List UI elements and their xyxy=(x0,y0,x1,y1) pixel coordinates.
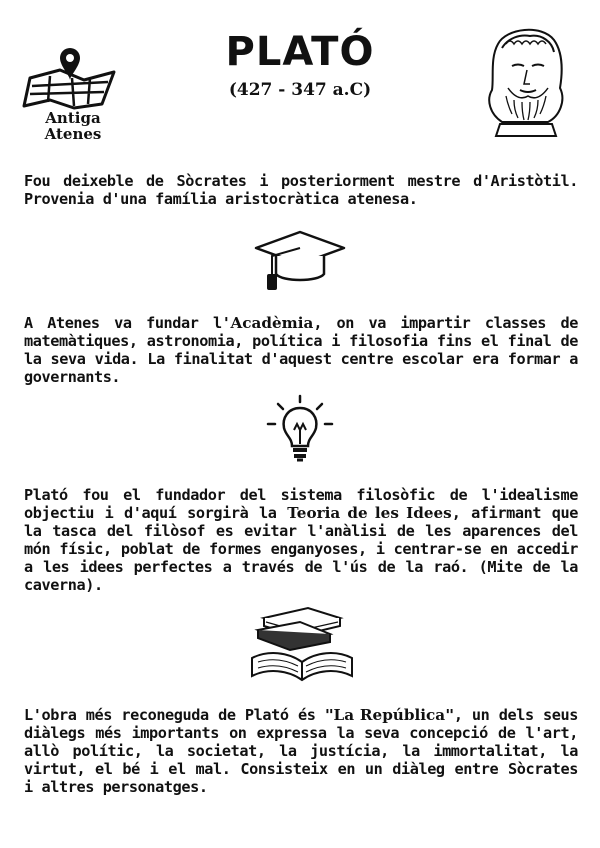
paragraph-intro: Fou deixeble de Sòcrates i posteriorment mestre d'Aristòtil. Provenia d'una família aristocràtica atenesa. xyxy=(24,172,578,208)
paragraph-republic: L'obra més reconeguda de Plató és "La República", un dels seus diàlegs més importants on expressa la seva concepció de l'art, allò polític, la societat, la justícia, la immortalitat, la virtut, el bé i el mal. Consisteix en un diàleg entre Sòcrates i altres personatges. xyxy=(24,706,579,796)
light-bulb-icon xyxy=(266,394,334,466)
bust-portrait xyxy=(472,18,580,144)
lifespan-dates: (427 - 347 a.C) xyxy=(228,80,372,100)
map-pin-icon xyxy=(22,48,122,110)
books-icon xyxy=(248,604,356,684)
paragraph-academy: A Atenes va fundar l'Acadèmia, on va impartir classes de matemàtiques, astronomia, política i filosofia fins el final de la seva vida. La finalitat d'aquest centre escolar era formar a governants. xyxy=(24,314,578,386)
place-label: Antiga Atenes xyxy=(44,109,102,143)
graduation-cap-icon xyxy=(252,228,348,294)
page-title: PLATÓ xyxy=(225,29,375,75)
paragraph-ideas: Plató fou el fundador del sistema filosòfic de l'idealisme objectiu i d'aquí sorgirà la Teoria de les Idees, afirmant que la tasca del filòsof es evitar l'anàlisi de les aparences del món físic, poblat de formes enganyoses, i centrar-se en accedir a les idees perfectes a través de l'ús de la raó. (Mite de la caverna). xyxy=(24,486,578,594)
